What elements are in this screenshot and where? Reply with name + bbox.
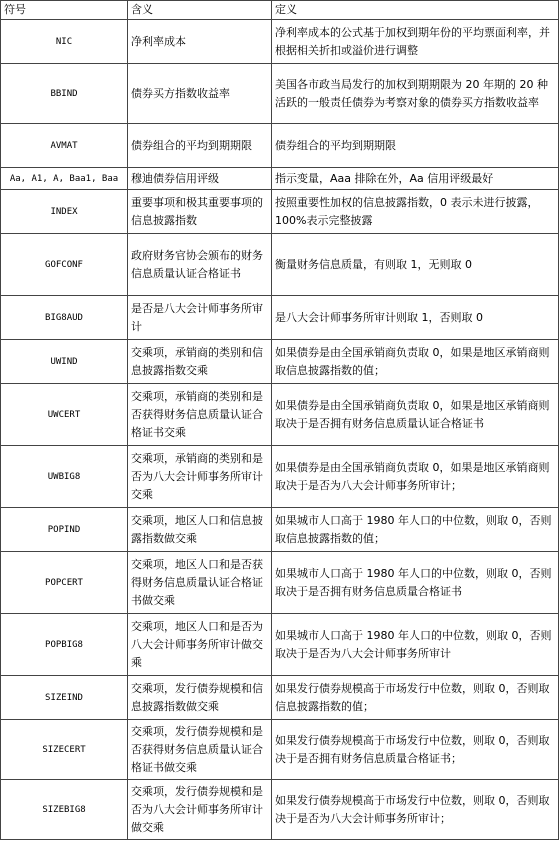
- meaning-cell: 穆迪债券信用评级: [128, 168, 272, 190]
- meaning-cell: 交乘项，承销商的类别和信息披露指数交乘: [128, 340, 272, 384]
- table-row: [1, 20, 559, 64]
- meaning-cell: 交乘项，发行债券规模和是否获得财务信息质量认证合格证书做交乘: [128, 720, 272, 780]
- table-row: [1, 552, 559, 614]
- table-row: [1, 446, 559, 508]
- table-row: [1, 296, 559, 340]
- symbol-cell: UWCERT: [1, 384, 128, 446]
- symbol-cell: SIZEBIG8: [1, 780, 128, 840]
- table-row: [1, 720, 559, 780]
- meaning-cell: 净利率成本: [128, 20, 272, 64]
- definition-cell: 如果城市人口高于 1980 年人口的中位数，则取 0，否则取决于是否拥有财务信息质量合格证书: [272, 552, 559, 614]
- definition-cell: 债券组合的平均到期期限: [272, 124, 559, 168]
- header-definition: 定义: [272, 1, 559, 20]
- table-row: [1, 190, 559, 234]
- header-symbol: 符号: [1, 1, 128, 20]
- table-row: [1, 676, 559, 720]
- meaning-cell: 债券买方指数收益率: [128, 64, 272, 124]
- table-row: [1, 168, 559, 190]
- meaning-cell: 政府财务官协会颁布的财务信息质量认证合格证书: [128, 234, 272, 296]
- header-meaning: 含义: [128, 1, 272, 20]
- definition-cell: 衡量财务信息质量，有则取 1，无则取 0: [272, 234, 559, 296]
- symbol-cell: INDEX: [1, 190, 128, 234]
- symbol-cell: BBIND: [1, 64, 128, 124]
- meaning-cell: 是否是八大会计师事务所审计: [128, 296, 272, 340]
- meaning-cell: 交乘项，地区人口和是否为八大会计师事务所审计做交乘: [128, 614, 272, 676]
- header-row: [1, 1, 559, 20]
- table-row: [1, 124, 559, 168]
- definition-cell: 按照重要性加权的信息披露指数，0 表示未进行披露，100%表示完整披露: [272, 190, 559, 234]
- table-row: [1, 340, 559, 384]
- table-row: [1, 508, 559, 552]
- meaning-cell: 交乘项，发行债券规模和信息披露指数做交乘: [128, 676, 272, 720]
- meaning-cell: 交乘项，发行债券规模和是否为八大会计师事务所审计做交乘: [128, 780, 272, 840]
- meaning-cell: 交乘项，地区人口和是否获得财务信息质量认证合格证书做交乘: [128, 552, 272, 614]
- definition-cell: 是八大会计师事务所审计则取 1，否则取 0: [272, 296, 559, 340]
- definition-cell: 如果债券是由全国承销商负责取 0，如果是地区承销商则取决于是否拥有财务信息质量认证合格证书: [272, 384, 559, 446]
- symbol-cell: POPCERT: [1, 552, 128, 614]
- table-row: [1, 780, 559, 840]
- table-row: [1, 614, 559, 676]
- definition-cell: 净利率成本的公式基于加权到期年份的平均票面利率，并根据相关折扣或溢价进行调整: [272, 20, 559, 64]
- definition-cell: 如果发行债券规模高于市场发行中位数，则取 0，否则取信息披露指数的值；: [272, 676, 559, 720]
- symbol-cell: UWBIG8: [1, 446, 128, 508]
- table-row: [1, 384, 559, 446]
- definition-cell: 如果发行债券规模高于市场发行中位数，则取 0，否则取决于是否拥有财务信息质量合格证书；: [272, 720, 559, 780]
- table-row: [1, 234, 559, 296]
- symbol-cell: UWIND: [1, 340, 128, 384]
- definition-cell: 指示变量，Aaa 排除在外，Aa 信用评级最好: [272, 168, 559, 190]
- symbol-cell: SIZEIND: [1, 676, 128, 720]
- symbol-cell: SIZECERT: [1, 720, 128, 780]
- definition-cell: 如果城市人口高于 1980 年人口的中位数，则取 0，否则取决于是否为八大会计师事务所审计: [272, 614, 559, 676]
- symbol-cell: POPBIG8: [1, 614, 128, 676]
- meaning-cell: 交乘项，承销商的类别和是否获得财务信息质量认证合格证书交乘: [128, 384, 272, 446]
- definition-cell: 如果债券是由全国承销商负责取 0，如果是地区承销商则取信息披露指数的值；: [272, 340, 559, 384]
- symbol-cell: POPIND: [1, 508, 128, 552]
- definition-cell: 如果债券是由全国承销商负责取 0，如果是地区承销商则取决于是否为八大会计师事务所审计；: [272, 446, 559, 508]
- meaning-cell: 交乘项，地区人口和信息披露指数做交乘: [128, 508, 272, 552]
- meaning-cell: 债券组合的平均到期期限: [128, 124, 272, 168]
- symbol-cell: AVMAT: [1, 124, 128, 168]
- definition-cell: 如果发行债券规模高于市场发行中位数，则取 0，否则取决于是否为八大会计师事务所审计；: [272, 780, 559, 840]
- definition-cell: 如果城市人口高于 1980 年人口的中位数，则取 0，否则取信息披露指数的值；: [272, 508, 559, 552]
- meaning-cell: 交乘项，承销商的类别和是否为八大会计师事务所审计交乘: [128, 446, 272, 508]
- symbol-cell: GOFCONF: [1, 234, 128, 296]
- table-row: [1, 64, 559, 124]
- symbol-cell: Aa, A1, A, Baa1, Baa: [1, 168, 128, 190]
- symbol-cell: BIG8AUD: [1, 296, 128, 340]
- meaning-cell: 重要事项和极其重要事项的信息披露指数: [128, 190, 272, 234]
- definition-cell: 美国各市政当局发行的加权到期期限为 20 年期的 20 种活跃的一般责任债券为考察对象的债券买方指数收益率: [272, 64, 559, 124]
- symbol-cell: NIC: [1, 20, 128, 64]
